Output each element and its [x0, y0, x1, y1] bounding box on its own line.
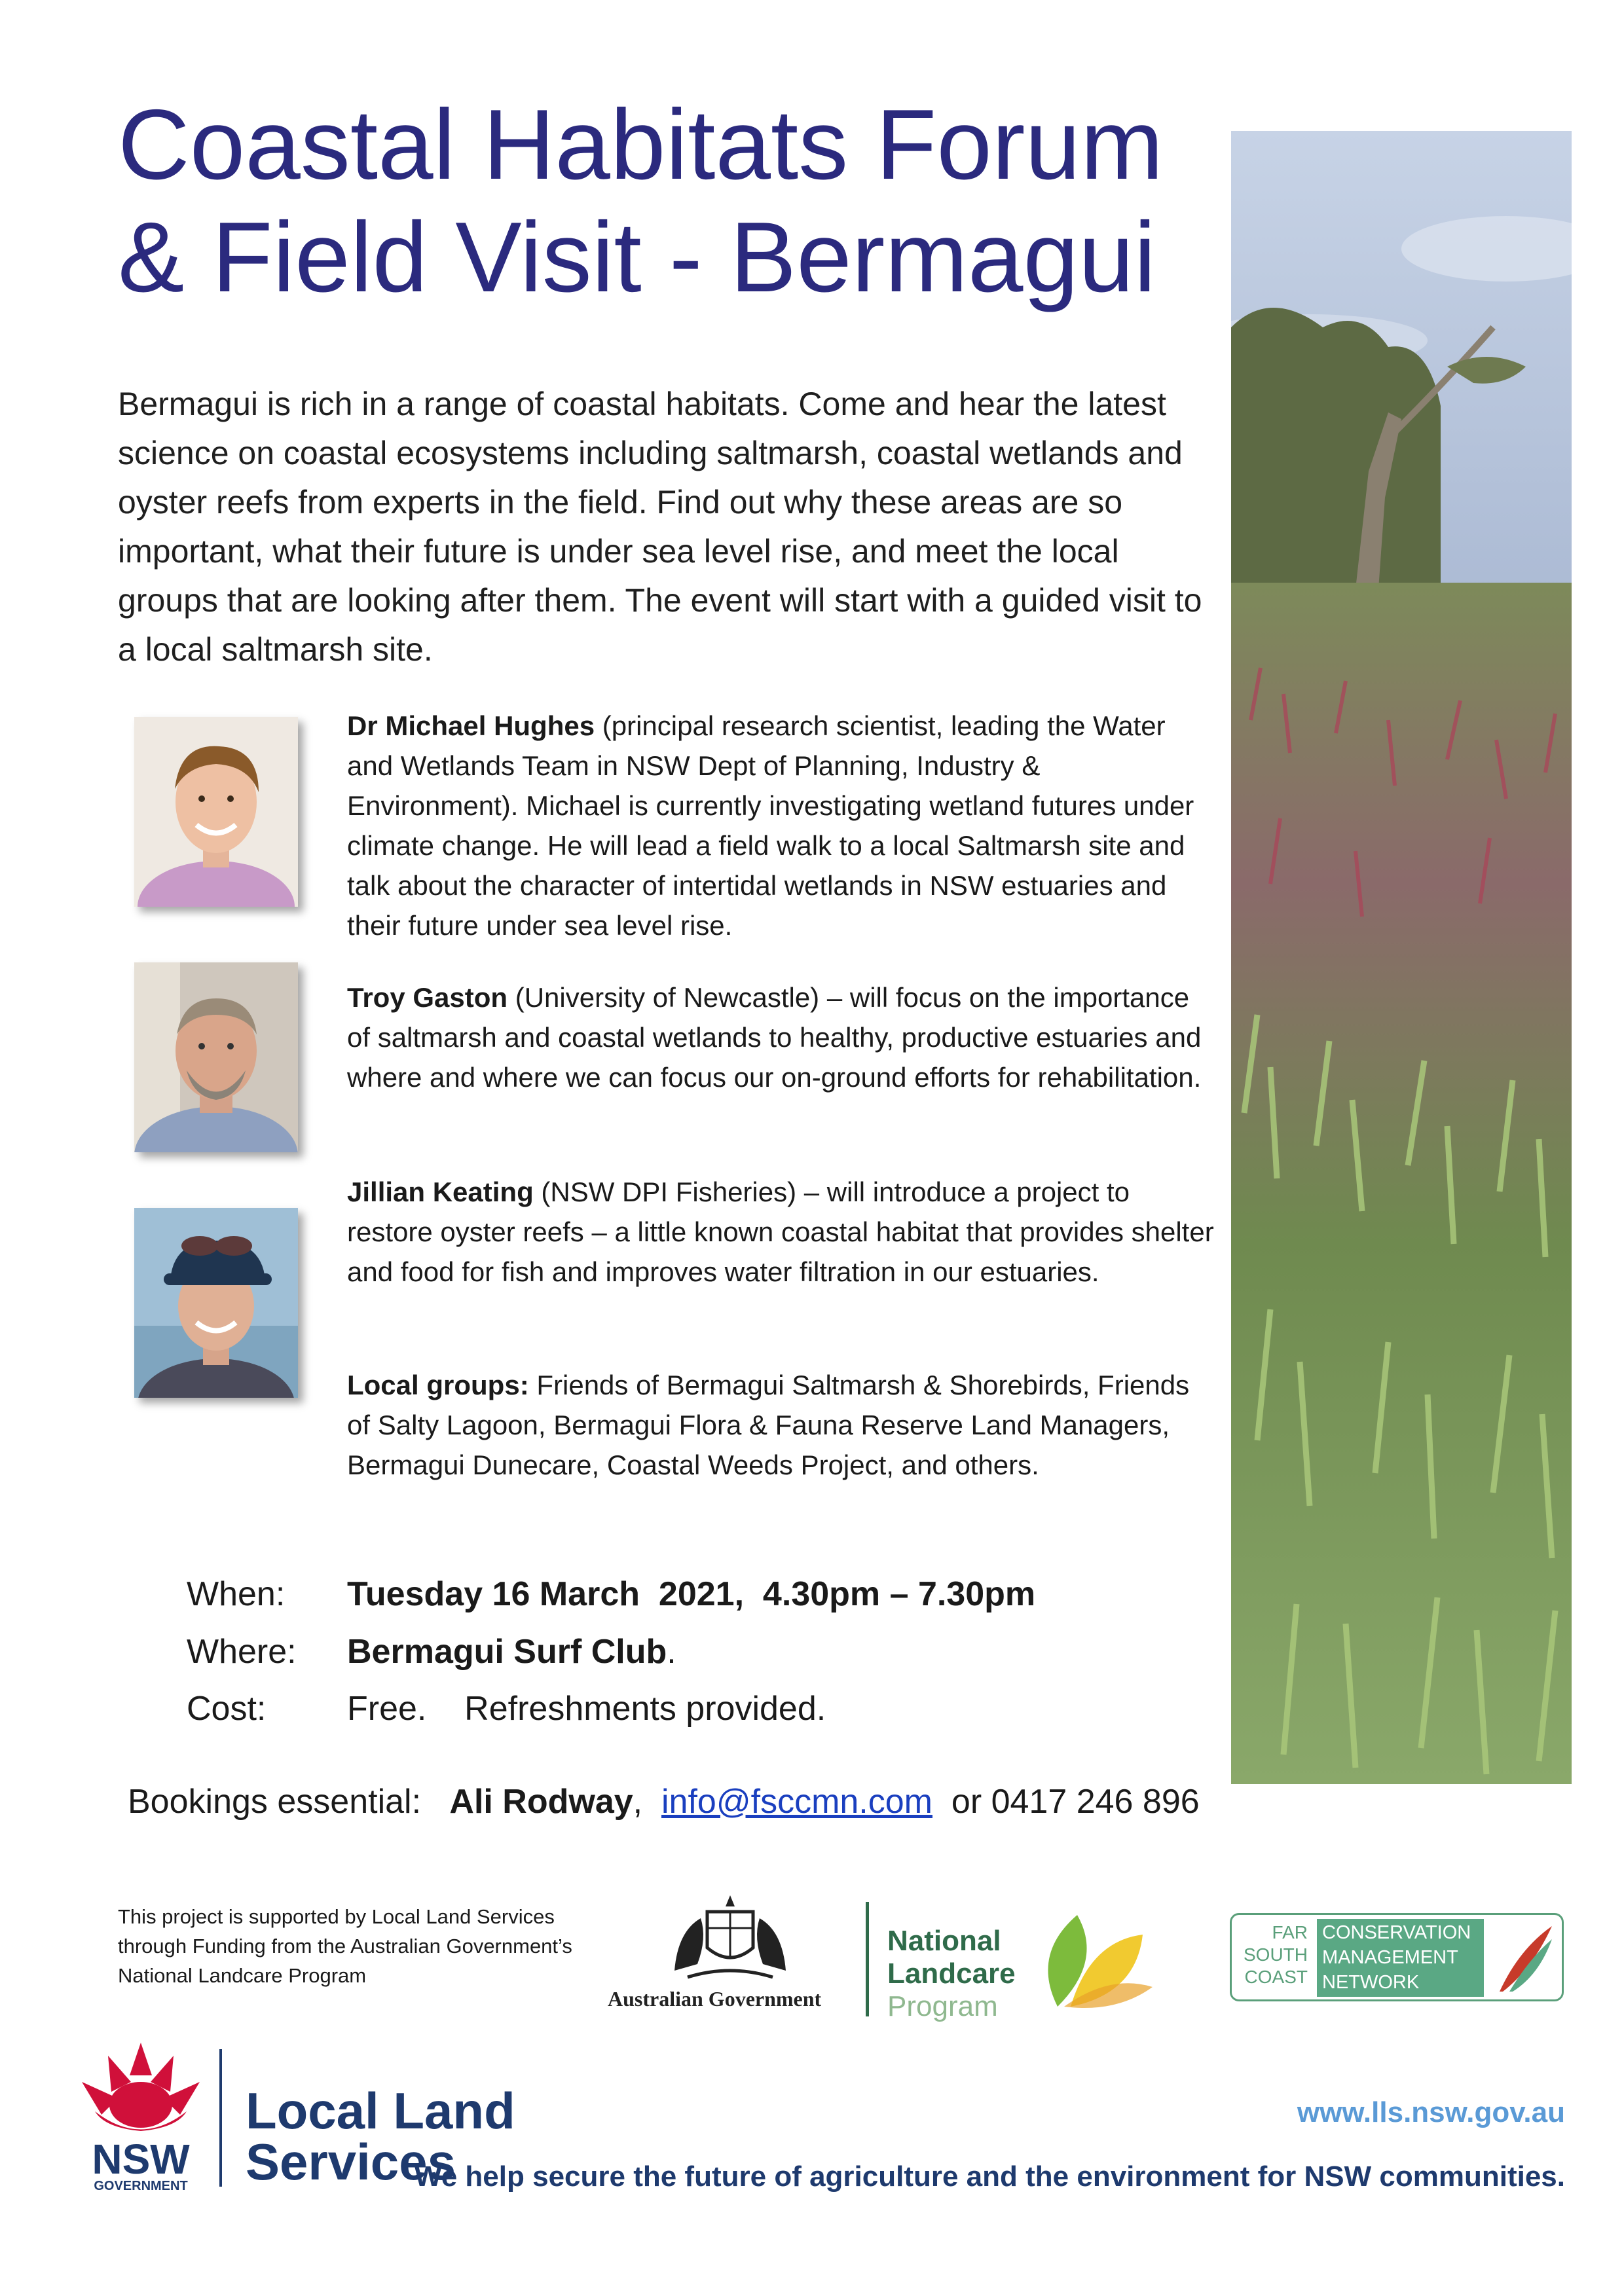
speaker-photo-troy-gaston: [134, 962, 298, 1152]
nsw-text: NSW: [92, 2136, 190, 2183]
cost-value: Free. Refreshments provided.: [347, 1690, 826, 1728]
where-label: Where:: [187, 1633, 297, 1671]
speaker-bio-jillian-keating: Jillian Keating (NSW DPI Fisheries) – will introduce a project to restore oyster reefs – a little known coastal habitat that provides shelter and food for fish and improves water filtration in our estuaries.: [347, 1176, 1214, 1287]
speaker-photo-michael-hughes: [134, 717, 298, 907]
speaker-photo-jillian-keating: [134, 1208, 298, 1398]
waratah-icon: [65, 2036, 216, 2193]
booking-contact: Ali Rodway: [449, 1783, 633, 1821]
where-value: Bermagui Surf Club: [347, 1633, 667, 1671]
landcare-leaf-icon: [1031, 1902, 1156, 2013]
national-landcare-program-text: National Landcare Program: [887, 1925, 1016, 2022]
lls-website-url: www.lls.nsw.gov.au: [1297, 2096, 1565, 2128]
saltmarsh-photo: [1231, 131, 1572, 1784]
when-label: When:: [187, 1575, 286, 1613]
fscmn-logo: FAR SOUTH COAST CONSERVATION MANAGEMENT NETWORK: [1230, 1913, 1564, 2001]
support-statement: This project is supported by Local Land Services through Funding from the Australian Government’s National Landcare Program: [118, 1905, 572, 1987]
speaker-name: Jillian Keating: [347, 1176, 534, 1207]
australian-government-label: Australian Government: [608, 1987, 822, 2011]
lls-tagline: We help secure the future of agriculture and the environment for NSW communities.: [415, 2160, 1565, 2193]
lls-divider: [219, 2049, 222, 2187]
nsw-waratah-logo: [65, 2036, 216, 2193]
when-value: Tuesday 16 March 2021, 4.30pm – 7.30pm: [347, 1575, 1036, 1613]
booking-phone: or 0417 246 896: [932, 1783, 1200, 1821]
speaker-bio-michael-hughes: Dr Michael Hughes (principal research scientist, leading the Water and Wetlands Team in NSW Dept of Planning, Industry & Environment). Michael is currently investigating wetland futures under climate change. He will lead a field walk to a local Saltmarsh site and talk about the character of intertidal wetlands in NSW estuaries and their future under sea level rise.: [347, 710, 1194, 941]
cost-label: Cost:: [187, 1690, 267, 1728]
speaker-name: Troy Gaston: [347, 982, 508, 1013]
intro-paragraph: Bermagui is rich in a range of coastal habitats. Come and hear the latest science on coastal ecosystems including saltmarsh, coastal wetlands and oyster reefs from experts in the field. Find out why these areas are so important, what their future is under sea level rise, and meet the local groups that are looking after them. The event will start with a guided visit to a local saltmarsh site.: [118, 386, 1202, 668]
booking-email-link[interactable]: info@fsccmn.com: [661, 1783, 932, 1821]
local-groups-label: Local groups:: [347, 1370, 529, 1400]
local-groups: Local groups: Friends of Bermagui Saltmarsh & Shorebirds, Friends of Salty Lagoon, Bermagui Flora & Fauna Reserve Land Managers, Bermagui Dunecare, Coastal Weeds Project, and others.: [347, 1370, 1190, 1480]
page-title: Coastal Habitats Forum & Field Visit - Bermagui: [118, 89, 1164, 313]
australian-government-crest-icon: [661, 1892, 799, 1984]
booking-line: Bookings essential: Ali Rodway, info@fsccmn.com or 0417 246 896: [128, 1783, 1200, 1821]
local-land-services-text: Local Land Services: [246, 2082, 515, 2191]
speaker-name: Dr Michael Hughes: [347, 710, 595, 741]
nsw-government-text: GOVERNMENT: [94, 2179, 188, 2193]
speaker-bio-troy-gaston: Troy Gaston (University of Newcastle) – will focus on the importance of saltmarsh and coastal wetlands to healthy, productive estuaries and where and where we can focus our on-ground efforts for rehabilitation.: [347, 982, 1202, 1093]
fscmn-leaf-icon: [1493, 1923, 1555, 1995]
nlp-divider: [866, 1902, 869, 2016]
